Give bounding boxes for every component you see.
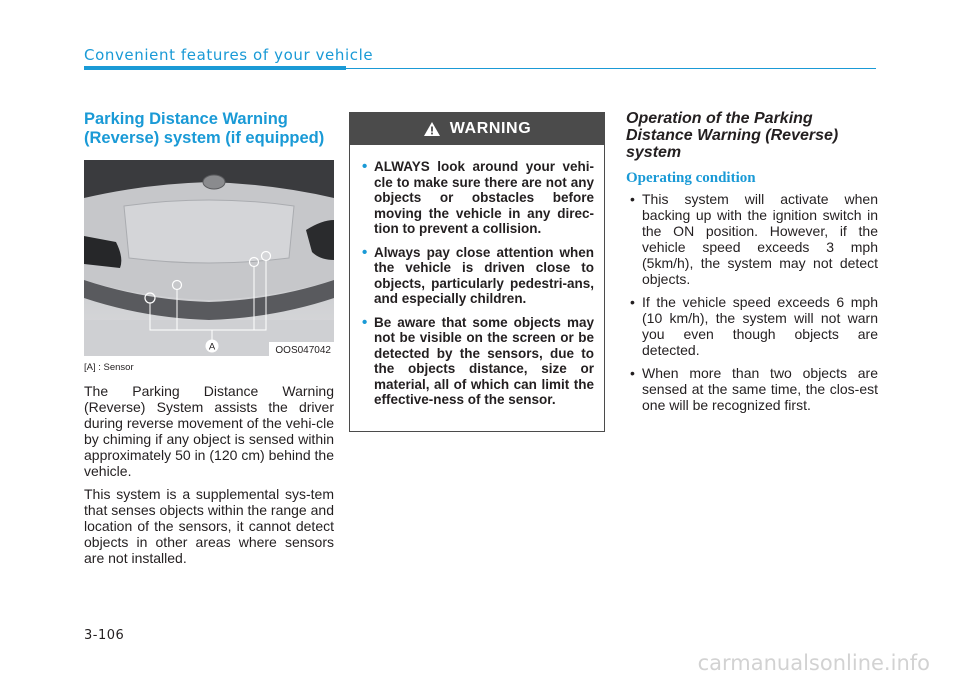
warning-item: • Always pay close attention when the vehicle is driven close to objects, particularly pedestri-ans, and especially children. [362,245,594,307]
warning-list [350,145,604,408]
warning-item: • ALWAYS look around your vehi-cle to make sure there are not any objects or obstacles before moving the vehicle in any direc-tion to prevent a collision. [362,159,594,237]
label-a-text: A [208,341,216,353]
right-column [626,110,878,420]
list-item: • This system will activate when backing up with the ignition switch in the ON position. However, if the vehicle speed exceeds 3 mph (5km/h), the system may not detect objects. [626,191,878,287]
operation-heading: Operation of the Parking Distance Warning (Reverse) system [626,110,839,161]
warning-item: • Be aware that some objects may not be visible on the screen or be detected by the sensors, due to the objects distance, size or material, all of which can limit the effective-ness of the sensor. [362,315,594,408]
warning-box [349,112,605,432]
section-title: Convenient features of your vehicle [84,46,374,64]
page-number: 3-106 [84,628,125,643]
list-item: • If the vehicle speed exceeds 6 mph (10 km/h), the system will not warn you even though objects are detected. [626,294,878,358]
figure-code: OOS047042 [275,345,331,356]
rear-bumper-photo [84,160,334,356]
intro-paragraph: The Parking Distance Warning (Reverse) System assists the driver during reverse movement of the vehi-cle by chiming if any object is sensed within approximately 50 in (120 cm) behind the vehicle. [84,383,334,479]
warning-header [350,113,604,145]
supplemental-paragraph: This system is a supplemental sys-tem that senses objects within the range and location of the sensors, it cannot detect objects in other areas where sensors are not installed. [84,486,334,566]
figure-caption: [A] : Sensor [84,362,134,373]
warning-triangle-icon [423,121,441,137]
header-rule [346,68,876,69]
rear-bumper-illustration [84,160,334,356]
left-column [84,110,334,566]
list-item: • When more than two objects are sensed at the same time, the clos-est one will be recognized first. [626,365,878,413]
warning-title: WARNING [449,120,532,137]
page-heading: Parking Distance Warning (Reverse) system (if equipped) [84,110,325,147]
header-accent-bar [84,66,346,70]
operating-condition-list [626,191,878,413]
operating-condition-heading: Operating condition [626,170,756,186]
watermark: carmanualsonline.info [697,651,930,675]
